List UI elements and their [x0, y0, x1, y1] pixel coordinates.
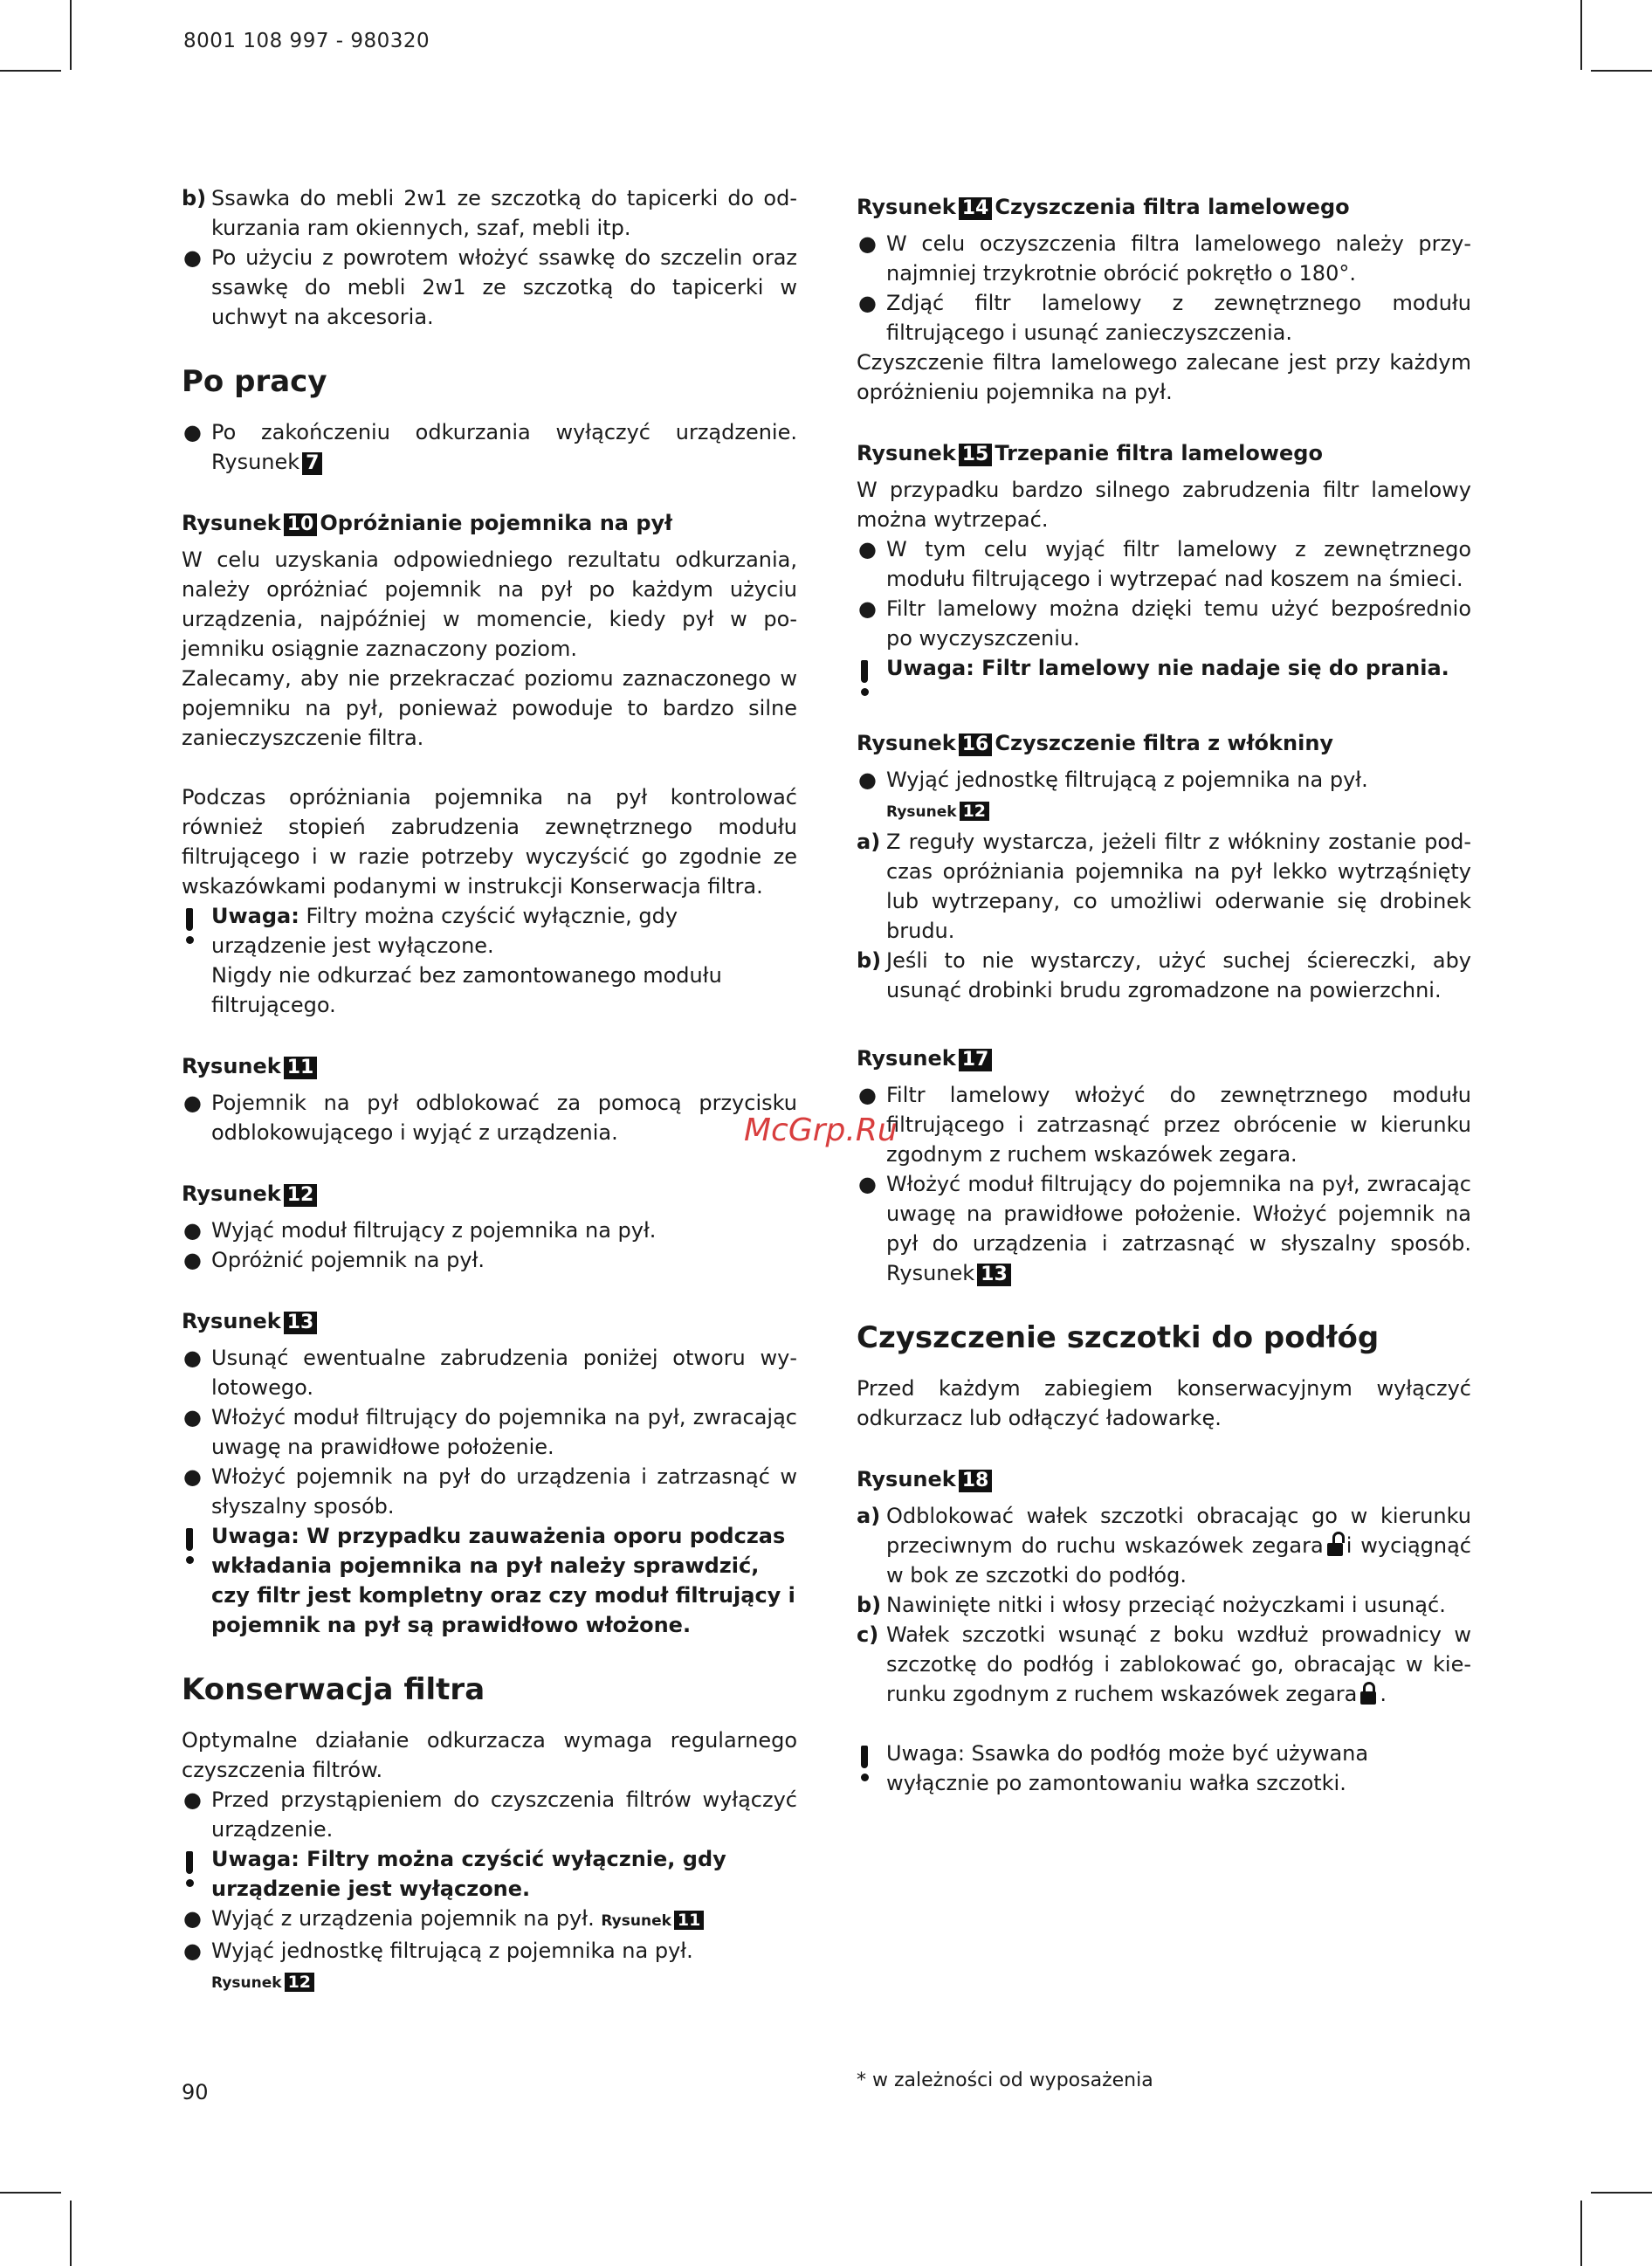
list-item: ● Zdjąć filtr lamelowy z zewnętrznego modułu filtrującego i usunąć zanieczyszczenia.	[858, 291, 1471, 345]
list-item: ● Włożyć pojemnik na pył do urządzenia i zatrzasnąć w słyszalny sposób.	[183, 1464, 797, 1519]
figure-heading-11: Rysunek 11	[182, 1051, 797, 1081]
document-code: 8001 108 997 - 980320	[183, 30, 430, 52]
warning-note: Uwaga: Filtry można czyścić wyłącznie, gdy urządzenie jest wyłączone. Nigdy nie odkurzać bez zamontowanego modułu filtrującego.	[182, 901, 797, 1020]
list-item-b: b) Jeśli to nie wystarczy, użyć suchej ściereczki, aby usunąć drobinki brudu zgromadzone na powierzchni.	[857, 948, 1471, 1002]
figure-tag: 16	[959, 734, 993, 756]
figure-heading-13: Rysunek 13	[182, 1306, 797, 1336]
section-title-szczotka: Czyszczenie szczotki do podłóg	[857, 1320, 1380, 1355]
page-number: 90	[182, 2080, 209, 2104]
crop-mark	[70, 2201, 72, 2266]
figure-tag: 14	[959, 197, 993, 220]
paragraph: Czyszczenie filtra lamelowego zalecane jest przy każdym opróżnieniu pojemnika na pył.	[857, 350, 1471, 404]
crop-mark	[1580, 2201, 1582, 2266]
paragraph: Przed każdym zabiegiem konserwacyjnym wyłączyć odkurzacz lub odłączyć ładowarkę.	[857, 1376, 1471, 1430]
list-item: ● Wyjąć z urządzenia pojemnik na pył. Rysunek 11	[182, 1904, 797, 1936]
figure-heading-18: Rysunek 18	[857, 1464, 1471, 1494]
figure-tag: 10	[284, 513, 318, 536]
figure-tag: 18	[959, 1470, 993, 1492]
section-title-po-pracy: Po pracy	[182, 364, 327, 399]
crop-mark	[1591, 2192, 1652, 2194]
warning-icon	[858, 1746, 871, 1784]
figure-tag: 12	[960, 802, 989, 821]
figure-heading-17: Rysunek 17	[857, 1043, 1471, 1073]
list-item-b: b) Ssawka do mebli 2w1 ze szczotką do tapicerki do odkurzania ram okiennych, szaf, mebli itp.	[182, 186, 797, 240]
crop-mark	[0, 2192, 61, 2194]
warning-note: Uwaga: Filtry można czyścić wyłącznie, gdy urządzenie jest wyłączone.	[182, 1844, 797, 1904]
paragraph: Zalecamy, aby nie przekraczać poziomu zaznaczonego w pojemniku na pył, ponieważ powoduje to bardzo silne zanieczyszczenie filtra.	[182, 666, 797, 750]
lock-open-icon	[1327, 1533, 1343, 1556]
figure-tag: 13	[977, 1264, 1011, 1286]
figure-tag: 12	[284, 1184, 318, 1207]
paragraph: Optymalne działanie odkurzacza wymaga regularnego czyszczenia filtrów.	[182, 1728, 797, 1782]
list-item: ● Przed przystąpieniem do czyszczenia filtrów wyłączyć urządzenie.	[183, 1787, 797, 1842]
figure-heading-15: Rysunek 15 Trzepanie filtra lamelowego	[857, 441, 1323, 465]
paragraph: Podczas opróżniania pojemnika na pył kontrolować również stopień zabrudzenia zewnętrznego modułu filtrującego i w razie potrzeby wyczyścić go zgodnie ze wskazówkami podanymi w instrukcji Konserwacja filtra.	[182, 785, 797, 899]
paragraph: W celu uzyskania odpowiedniego rezultatu odkurzania, należy opróżniać pojemnik na pył po każdym użyciu urządzenia, najpóźniej w momencie, kiedy pył w pojemniku osiągnie zaznaczony poziom.	[182, 548, 797, 661]
figure-heading-16: Rysunek 16 Czyszczenie filtra z włókniny	[857, 731, 1334, 755]
list-item-b: b) Nawinięte nitki i włosy przeciąć nożyczkami i usunąć.	[857, 1593, 1446, 1617]
crop-mark	[70, 0, 72, 70]
list-item: ● Usunąć ewentualne zabrudzenia poniżej otworu wylotowego.	[183, 1346, 797, 1400]
warning-icon	[183, 1851, 196, 1890]
left-column	[182, 183, 797, 1998]
warning-icon	[183, 908, 196, 947]
crop-mark	[0, 70, 61, 72]
list-item: ● Wyjąć jednostkę filtrującą z pojemnika na pył. Rysunek 12	[183, 1939, 693, 1992]
list-item: ● W tym celu wyjąć filtr lamelowy z zewnętrznego modułu filtrującego i wytrzepać nad koszem na śmieci.	[858, 537, 1471, 591]
list-item: ● W celu oczyszczenia filtra lamelowego należy przynajmniej trzykrotnie obrócić pokrętło o 180°.	[858, 231, 1471, 286]
lock-closed-icon	[1360, 1682, 1376, 1705]
figure-tag: 7	[302, 452, 322, 475]
list-item-c: c) Wałek szczotki wsunąć z boku wzdłuż prowadnicy w szczotkę do podłóg i zablokować go, obracając w kierunku zgodnym z ruchem wskazówek zegara .	[857, 1622, 1471, 1706]
warning-note: Uwaga: Filtr lamelowy nie nadaje się do prania.	[857, 653, 1471, 697]
figure-tag: 17	[959, 1049, 993, 1071]
figure-tag: 11	[284, 1057, 318, 1079]
figure-heading-12: Rysunek 12	[182, 1179, 797, 1209]
list-item: ● Filtr lamelowy można dzięki temu użyć bezpośrednio po wyczyszczeniu.	[858, 596, 1471, 651]
warning-note: Uwaga: Ssawka do podłóg może być używana wyłącznie po zamontowaniu wałka szczotki.	[857, 1739, 1471, 1798]
watermark: McGrp.Ru	[744, 1112, 898, 1148]
figure-tag: 11	[674, 1911, 704, 1930]
figure-heading-10: Rysunek 10 Opróżnianie pojemnika na pył	[182, 511, 673, 535]
list-item-a: a) Odblokować wałek szczotki obracając go w kierunku przeciwnym do ruchu wskazówek zegara i wyciągnąć w bok ze szczotki do podłóg.	[857, 1504, 1471, 1588]
figure-tag: 15	[959, 444, 993, 466]
list-item: ● Opróżnić pojemnik na pył.	[183, 1248, 485, 1272]
footnote: * w zależności od wyposażenia	[857, 2070, 1153, 2091]
crop-mark	[1580, 0, 1582, 70]
figure-heading-14: Rysunek 14 Czyszczenia filtra lamelowego	[857, 195, 1350, 219]
list-item-a: a) Z reguły wystarcza, jeżeli filtr z włókniny zostanie podczas opróżniania pojemnika na pył lekko wytrząśnięty lub wytrzepany, co umożliwi oderwanie się drobinek brudu.	[857, 830, 1471, 943]
section-title-konserwacja: Konserwacja filtra	[182, 1672, 485, 1707]
figure-tag: 12	[285, 1973, 314, 1992]
warning-icon	[183, 1528, 196, 1567]
figure-tag: 13	[284, 1312, 318, 1334]
list-item: ● Wyjąć jednostkę filtrującą z pojemnika na pył. Rysunek 12	[858, 768, 1368, 821]
list-item: ● Po użyciu z powrotem włożyć ssawkę do szczelin oraz ssawkę do mebli 2w1 ze szczotką do tapicerki w uchwyt na akcesoria.	[183, 245, 797, 329]
crop-mark	[1591, 70, 1652, 72]
list-item: ● Po zakończeniu odkurzania wyłączyć urządzenie. Rysunek 7	[183, 420, 797, 474]
paragraph: W przypadku bardzo silnego zabrudzenia filtr lamelowy można wytrzepać.	[857, 478, 1471, 532]
list-item: ● Włożyć moduł filtrujący do pojemnika na pył, zwracając uwagę na prawidłowe położenie. Włożyć pojemnik na pył do urządzenia i zatrzasnąć w słyszalny sposób. Rysunek 13	[858, 1172, 1471, 1285]
warning-icon	[858, 660, 871, 699]
right-column	[857, 183, 1471, 1798]
list-item: ● Pojemnik na pył odblokować za pomocą przycisku odblokowującego i wyjąć z urządzenia.	[183, 1091, 797, 1145]
list-item: ● Filtr lamelowy włożyć do zewnętrznego modułu filtrującego i zatrzasnąć przez obrócenie w kierunku zgodnym z ruchem wskazówek zegara.	[858, 1083, 1471, 1167]
list-item: ● Wyjąć moduł filtrujący z pojemnika na pył.	[183, 1218, 657, 1243]
warning-note: Uwaga: W przypadku zauważenia oporu podczas wkładania pojemnika na pył należy sprawdzić, czy filtr jest kompletny oraz czy moduł filtrujący i pojemnik na pył są prawidłowo włożone.	[182, 1521, 797, 1640]
list-item: ● Włożyć moduł filtrujący do pojemnika na pył, zwracając uwagę na prawidłowe położenie.	[183, 1405, 797, 1459]
